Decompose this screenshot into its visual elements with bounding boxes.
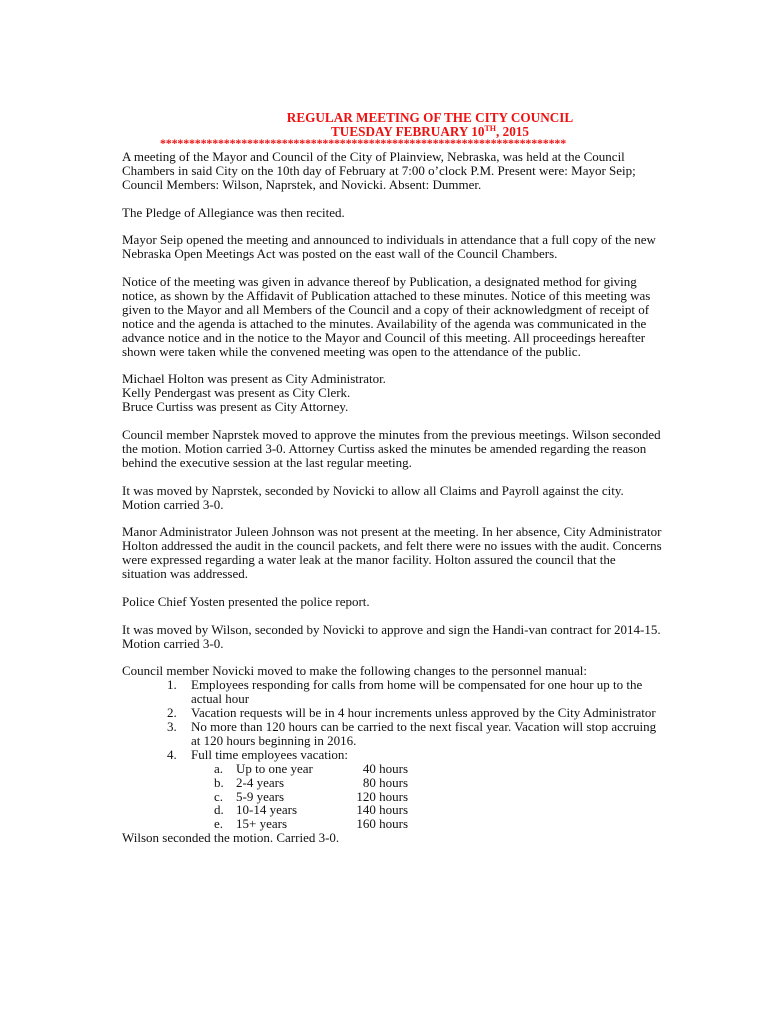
- paragraph-police-report: Police Chief Yosten presented the police report.: [122, 593, 370, 609]
- vacation-hours: 120 hours: [356, 788, 408, 804]
- vacation-tenure: 2-4 years: [236, 774, 285, 790]
- staff-attorney: Bruce Curtiss was present as City Attorney.: [122, 399, 349, 415]
- staff-administrator: Michael Holton was present as City Administrator.: [122, 371, 386, 387]
- paragraph-personnel-motion: Council member Novicki moved to make the following changes to the personnel manual:: [122, 663, 587, 679]
- date-suffix: , 2015: [496, 123, 529, 139]
- date-superscript: TH: [484, 123, 496, 133]
- vacation-hours: 140 hours: [356, 802, 408, 818]
- paragraph-attendance: A meeting of the Mayor and Council of the City of Plainview, Nebraska, was held at the Council Chambers in said City on the 10th day of February at 7:00 o’clock P.M. Present were: Mayor Seip; Council Members: Wilson, Naprstek, and Novicki. Absent: Dummer.: [122, 149, 636, 192]
- staff-clerk: Kelly Pendergast was present as City Clerk.: [122, 385, 351, 401]
- personnel-changes-list: [122, 678, 662, 761]
- minutes-body: [122, 150, 662, 859]
- paragraph-pledge: The Pledge of Allegiance was then recited.: [122, 204, 345, 220]
- list-item: [122, 706, 662, 720]
- vacation-row: [122, 776, 662, 790]
- list-text: Employees responding for calls from home will be compensated for one hour up to the actual hour: [191, 677, 643, 707]
- meeting-title: REGULAR MEETING OF THE CITY COUNCIL: [286, 110, 574, 125]
- vacation-tenure: 5-9 years: [236, 788, 285, 804]
- vacation-schedule: [122, 762, 662, 831]
- paragraph-closing: Wilson seconded the motion. Carried 3-0.: [122, 830, 340, 846]
- date-prefix: TUESDAY FEBRUARY 10: [331, 123, 485, 139]
- asterisk-divider: **********************************************************************: [160, 137, 567, 149]
- list-text: Full time employees vacation:: [191, 746, 349, 762]
- list-item: [122, 678, 662, 706]
- list-number: 1.: [167, 677, 177, 693]
- vacation-letter: d.: [214, 802, 224, 818]
- vacation-hours: 40 hours: [362, 760, 408, 776]
- vacation-letter: b.: [214, 774, 224, 790]
- vacation-tenure: 10-14 years: [236, 802, 298, 818]
- paragraph-manor-audit: Manor Administrator Juleen Johnson was not present at the meeting. In her absence, City Administrator Holton addressed the audit in the council packets, and felt there were no issues with the audit. Concerns were expressed regarding a water leak at the manor facility. Holton assured the council that the situation was addressed.: [122, 524, 662, 582]
- paragraph-notice: Notice of the meeting was given in advance thereof by Publication, a designated method for giving notice, as shown by the Affidavit of Publication attached to these minutes. Notice of this meeting was given to the Mayor and all Members of the Council and a copy of their acknowledgment of receipt of notice and the agenda is attached to the minutes. Availability of the agenda was communicated in the advance notice and in the notice to the Mayor and Council of this meeting. All proceedings hereafter shown were taken while the convened meeting was open to the attendance of the public.: [122, 274, 651, 359]
- vacation-letter: a.: [214, 760, 224, 776]
- list-text: No more than 120 hours can be carried to the next fiscal year. Vacation will stop accruing at 120 hours beginning in 2016.: [191, 719, 657, 748]
- vacation-letter: e.: [214, 816, 224, 832]
- list-number: 3.: [167, 719, 177, 734]
- paragraph-handivan-motion: It was moved by Wilson, seconded by Novicki to approve and sign the Handi-van contract for 2014-15. Motion carried 3-0.: [122, 621, 661, 651]
- paragraph-staff: [122, 372, 662, 414]
- vacation-tenure: Up to one year: [236, 760, 313, 776]
- vacation-row: [122, 817, 662, 831]
- paragraph-minutes-motion: Council member Naprstek moved to approve the minutes from the previous meetings. Wilson seconded the motion. Motion carried 3-0. Attorney Curtiss asked the minutes be amended regarding the reason behind the executive session at the last regular meeting.: [122, 427, 661, 470]
- vacation-letter: c.: [214, 788, 224, 804]
- list-number: 2.: [167, 705, 177, 721]
- vacation-hours: 160 hours: [356, 816, 408, 832]
- list-number: 4.: [167, 746, 177, 762]
- paragraph-open-meetings: Mayor Seip opened the meeting and announced to individuals in attendance that a full copy of the new Nebraska Open Meetings Act was posted on the east wall of the Council Chambers.: [122, 232, 656, 262]
- list-item: [122, 748, 662, 762]
- vacation-tenure: 15+ years: [236, 816, 288, 832]
- paragraph-claims-motion: It was moved by Naprstek, seconded by Novicki to allow all Claims and Payroll against the city. Motion carried 3-0.: [122, 482, 624, 512]
- list-text: Vacation requests will be in 4 hour increments unless approved by the City Administrator: [191, 705, 656, 721]
- vacation-row: [122, 803, 662, 817]
- vacation-row: [122, 790, 662, 804]
- vacation-row: [122, 762, 662, 776]
- vacation-hours: 80 hours: [362, 774, 408, 790]
- list-item: [122, 720, 662, 748]
